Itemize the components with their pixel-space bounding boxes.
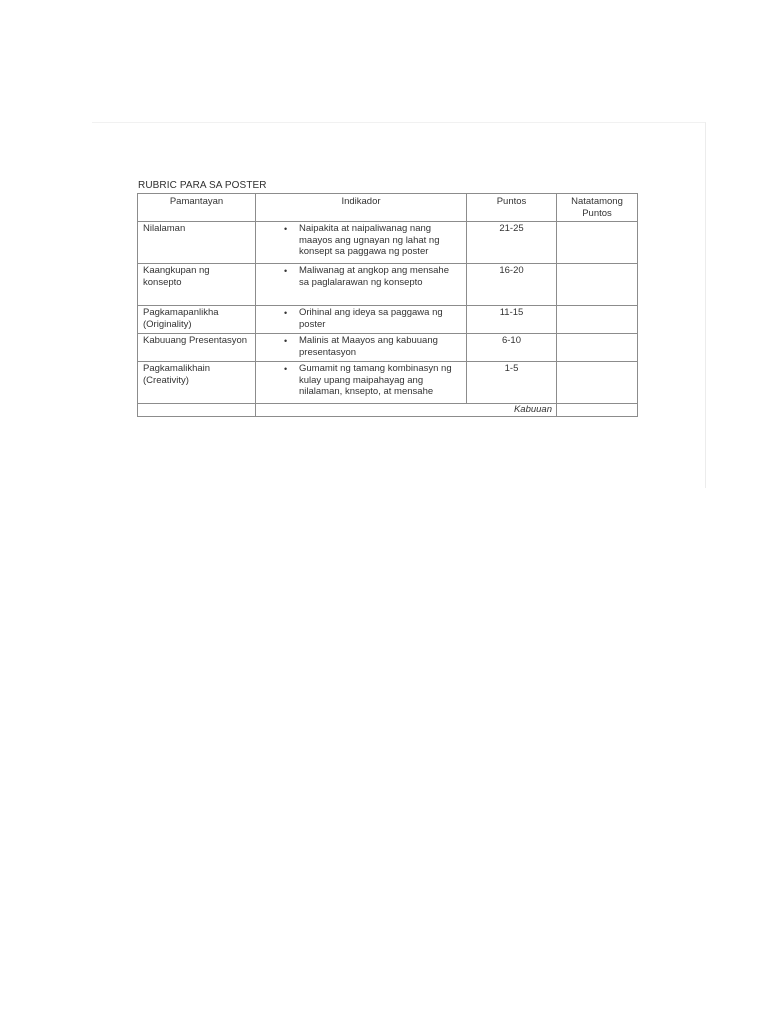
bullet-icon: • [284, 266, 288, 276]
criteria-cell: Pagkamalikhain (Creativity) [138, 362, 256, 404]
criteria-cell: Kaangkupan ng konsepto [138, 264, 256, 306]
earned-points-cell [557, 222, 638, 264]
indicator-cell [256, 222, 467, 264]
header-points: Puntos [467, 194, 557, 222]
rubric-table [137, 193, 638, 417]
total-empty-cell [138, 404, 256, 417]
earned-points-cell [557, 362, 638, 404]
points-cell: 6-10 [467, 334, 557, 362]
indicator-text: Naipakita at naipaliwanag nang maayos ang ugnayan ng lahat ng konsept sa paggawa ng poster [299, 223, 440, 257]
table-header-row [138, 194, 638, 222]
earned-points-cell [557, 306, 638, 334]
criteria-cell: Pagkamapanlikha (Originality) [138, 306, 256, 334]
points-cell: 11-15 [467, 306, 557, 334]
rubric-title: RUBRIC PARA SA POSTER [138, 180, 267, 191]
bullet-icon: • [284, 336, 288, 346]
indicator-cell [256, 334, 467, 362]
indicator-text: Malinis at Maayos ang kabuuang presentasyon [299, 335, 438, 358]
table-row [138, 222, 638, 264]
bullet-icon: • [284, 364, 288, 374]
indicator-cell [256, 362, 467, 404]
indicator-text: Gumamit ng tamang kombinasyn ng kulay upang maipahayag ang nilalaman, knsepto, at mensahe [299, 363, 452, 397]
bullet-icon: • [284, 308, 288, 318]
indicator-text: Maliwanag at angkop ang mensahe sa paglalarawan ng konsepto [299, 265, 449, 288]
header-indicator: Indikador [256, 194, 467, 222]
total-row [138, 404, 638, 417]
indicator-text: Orihinal ang ideya sa paggawa ng poster [299, 307, 443, 330]
table-row [138, 334, 638, 362]
table-row [138, 362, 638, 404]
criteria-cell: Kabuuang Presentasyon [138, 334, 256, 362]
table-row [138, 264, 638, 306]
points-cell: 21-25 [467, 222, 557, 264]
points-cell: 1-5 [467, 362, 557, 404]
criteria-cell: Nilalaman [138, 222, 256, 264]
header-criteria: Pamantayan [138, 194, 256, 222]
points-cell: 16-20 [467, 264, 557, 306]
indicator-cell [256, 306, 467, 334]
table-row [138, 306, 638, 334]
total-value-cell [557, 404, 638, 417]
earned-points-cell [557, 264, 638, 306]
indicator-cell [256, 264, 467, 306]
earned-points-cell [557, 334, 638, 362]
header-earned-points: Natatamong Puntos [557, 194, 638, 222]
total-label: Kabuuan [256, 404, 557, 417]
bullet-icon: • [284, 224, 288, 234]
